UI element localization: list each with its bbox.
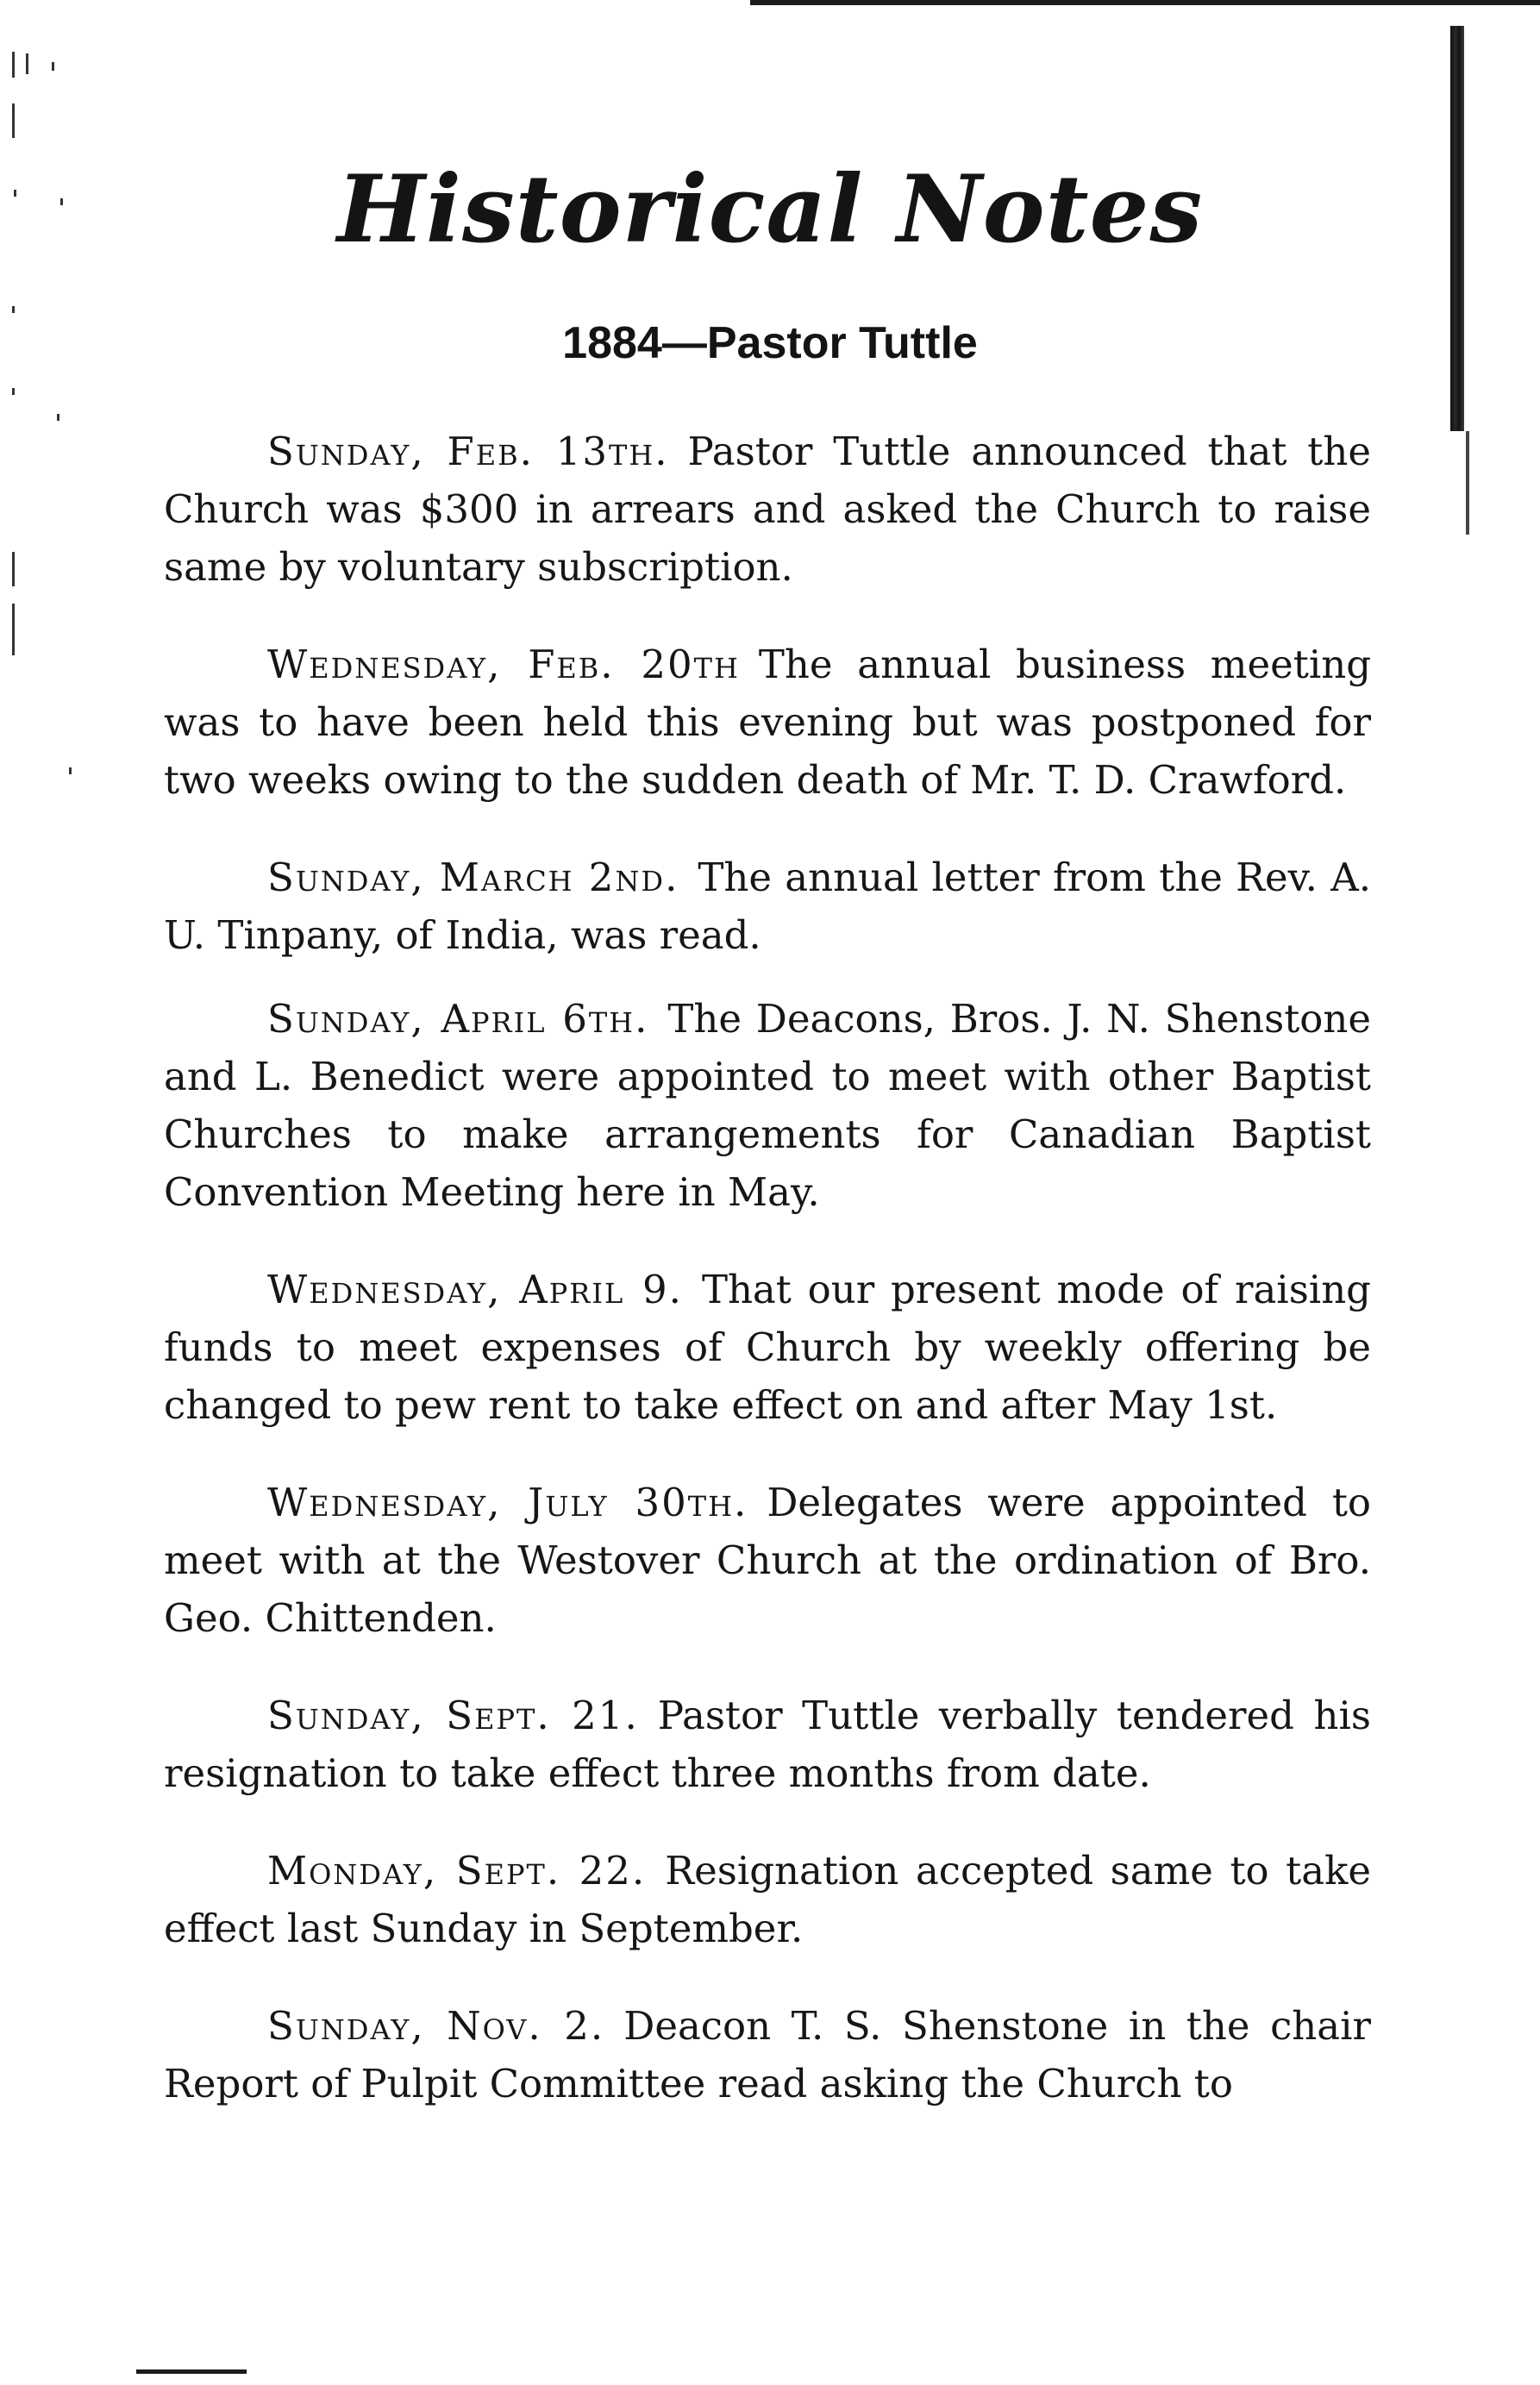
page-title: Historical Notes	[336, 155, 1204, 264]
entry-text: The annual business meeting was to have been held this evening but was postponed for two weeks owing to the sudden death of Mr. T. D. Crawford.	[164, 642, 1371, 803]
entry	[164, 1474, 1371, 1647]
entry-date: Sunday, Nov. 2.	[267, 2003, 605, 2049]
section-subtitle: 1884—Pastor Tuttle	[562, 318, 978, 368]
entry	[164, 423, 1371, 596]
entry	[164, 990, 1371, 1221]
scan-edge-bottom	[136, 2369, 247, 2374]
entry	[164, 1842, 1371, 1957]
scan-edge-right-thin	[1466, 431, 1469, 535]
entry	[164, 848, 1371, 964]
entry-text: Delegates were appointed to meet with at the Westover Church at the ordination of Bro. Geo. Chittenden.	[164, 1480, 1371, 1641]
entry-text: That our present mode of raising funds to meet expenses of Church by weekly offering be changed to pew rent to take effect on and after May 1st.	[164, 1267, 1371, 1428]
entry-date: Wednesday, April 9.	[267, 1267, 683, 1312]
entry-date: Wednesday, July 30th.	[267, 1480, 748, 1525]
entry-date: Sunday, April 6th.	[267, 996, 649, 1042]
entry	[164, 1687, 1371, 1802]
entry	[164, 1261, 1371, 1434]
entry	[164, 1997, 1371, 2113]
entry-text: Resignation accepted same to take effect last Sunday in September.	[164, 1848, 1371, 1951]
entry-date: Monday, Sept. 22.	[267, 1848, 647, 1894]
entry-text: Pastor Tuttle announced that the Church was $300 in arrears and asked the Church to raise same by voluntary subscription.	[164, 429, 1371, 590]
entry-text: Deacon T. S. Shenstone in the chair Report of Pulpit Committee read asking the Church to	[164, 2003, 1371, 2106]
entry-text: The annual letter from the Rev. A. U. Tinpany, of India, was read.	[164, 854, 1371, 958]
entry-date: Sunday, March 2nd.	[267, 854, 679, 900]
entry-date: Sunday, Sept. 21.	[267, 1693, 639, 1738]
scan-specks	[0, 43, 78, 698]
scan-edge-top	[750, 0, 1540, 5]
entry-text: Pastor Tuttle verbally tendered his resignation to take effect three months from date.	[164, 1693, 1371, 1796]
entry-date: Sunday, Feb. 13th.	[267, 429, 669, 474]
entry-text: The Deacons, Bros. J. N. Shenstone and L. Benedict were appointed to meet with other Baptist Churches to make arrangements for Canadian Baptist Convention Meeting here in May.	[164, 996, 1371, 1215]
historical-entries	[164, 423, 1371, 2152]
entry	[164, 635, 1371, 809]
entry-date: Wednesday, Feb. 20th	[267, 642, 740, 687]
